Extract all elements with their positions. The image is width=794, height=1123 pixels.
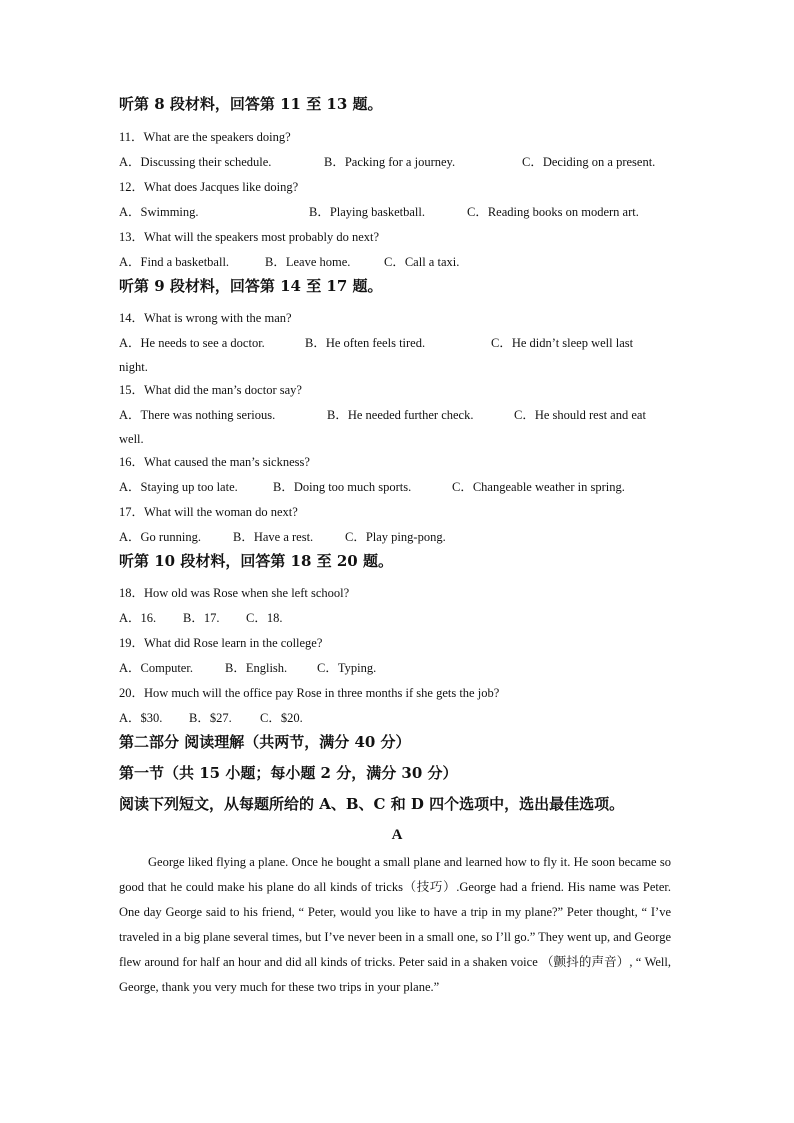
q11-option-c: C．Deciding on a present. [522, 155, 656, 169]
question-13: 13．What will the speakers most probably do next? [119, 230, 380, 244]
passage-label: A [391, 827, 403, 843]
q14-option-b: B．He often feels tired. [305, 336, 426, 350]
q20-option-b: B．$27. [189, 711, 232, 725]
q19-option-b: B．English. [225, 661, 288, 675]
q15-option-c-continued: well. [119, 432, 144, 446]
part-2-title: 第二部分 阅读理解（共两节，满分 40 分） [119, 733, 411, 751]
question-12: 12．What does Jacques like doing? [119, 180, 299, 194]
q14-option-a: A．He needs to see a doctor. [119, 336, 265, 350]
q18-option-b: B．17. [183, 611, 220, 625]
q14-option-c-continued: night. [119, 360, 148, 374]
question-17: 17．What will the woman do next? [119, 505, 298, 519]
q20-option-a: A．$30. [119, 711, 163, 725]
question-18: 18．How old was Rose when she left school? [119, 586, 350, 600]
question-11: 11．What are the speakers doing? [119, 130, 291, 144]
q13-option-c: C．Call a taxi. [384, 255, 460, 269]
section-8-heading: 听第 8 段材料，回答第 11 至 13 题。 [119, 95, 383, 113]
q11-option-a: A．Discussing their schedule. [119, 155, 272, 169]
q17-option-c: C．Play ping-pong. [345, 530, 446, 544]
reading-instruction: 阅读下列短文，从每题所给的 A、B、C 和 D 四个选项中，选出最佳选项。 [119, 795, 625, 813]
q12-option-c: C．Reading books on modern art. [467, 205, 639, 219]
q18-option-c: C．18. [246, 611, 283, 625]
q20-option-c: C．$20. [260, 711, 303, 725]
q17-option-a: A．Go running. [119, 530, 201, 544]
question-14: 14．What is wrong with the man? [119, 311, 292, 325]
section-10-heading: 听第 10 段材料，回答第 18 至 20 题。 [119, 552, 393, 570]
q12-option-a: A．Swimming. [119, 205, 199, 219]
question-15: 15．What did the man’s doctor say? [119, 383, 302, 397]
q13-option-a: A．Find a basketball. [119, 255, 230, 269]
q16-option-a: A．Staying up too late. [119, 480, 238, 494]
q19-option-a: A．Computer. [119, 661, 193, 675]
q16-option-c: C．Changeable weather in spring. [452, 480, 625, 494]
passage-a-text: George liked flying a plane. Once he bought a small plane and learned how to fly it. He soon became so good that he could make his plane do all kinds of tricks（技巧）.George had a friend. His name was Peter. One day George said to his friend, “ Peter, would you like to have a trip in my plane?” Peter thought, “ I’ve traveled in a big plane several times, but I’ve never been in a small one, so I’ll go.” They went up, and George flew around for half an hour and did all kinds of tricks. Peter said in a shaken voice （颤抖的声音）, “ Well, George, thank you very much for these two trips in your plane.” [119, 855, 671, 994]
q18-option-a: A．16. [119, 611, 157, 625]
q14-option-c: C．He didn’t sleep well last [491, 336, 634, 350]
q11-option-b: B．Packing for a journey. [324, 155, 456, 169]
part-2-section-1: 第一节（共 15 小题；每小题 2 分，满分 30 分） [119, 764, 458, 782]
q15-option-a: A．There was nothing serious. [119, 408, 276, 422]
q12-option-b: B．Playing basketball. [309, 205, 425, 219]
q15-option-c: C．He should rest and eat [514, 408, 646, 422]
q16-option-b: B．Doing too much sports. [273, 480, 412, 494]
q13-option-b: B．Leave home. [265, 255, 351, 269]
question-16: 16．What caused the man’s sickness? [119, 455, 310, 469]
question-19: 19．What did Rose learn in the college? [119, 636, 323, 650]
section-9-heading: 听第 9 段材料，回答第 14 至 17 题。 [119, 277, 383, 295]
q17-option-b: B．Have a rest. [233, 530, 314, 544]
question-20: 20．How much will the office pay Rose in three months if she gets the job? [119, 686, 500, 700]
q15-option-b: B．He needed further check. [327, 408, 474, 422]
q19-option-c: C．Typing. [317, 661, 377, 675]
